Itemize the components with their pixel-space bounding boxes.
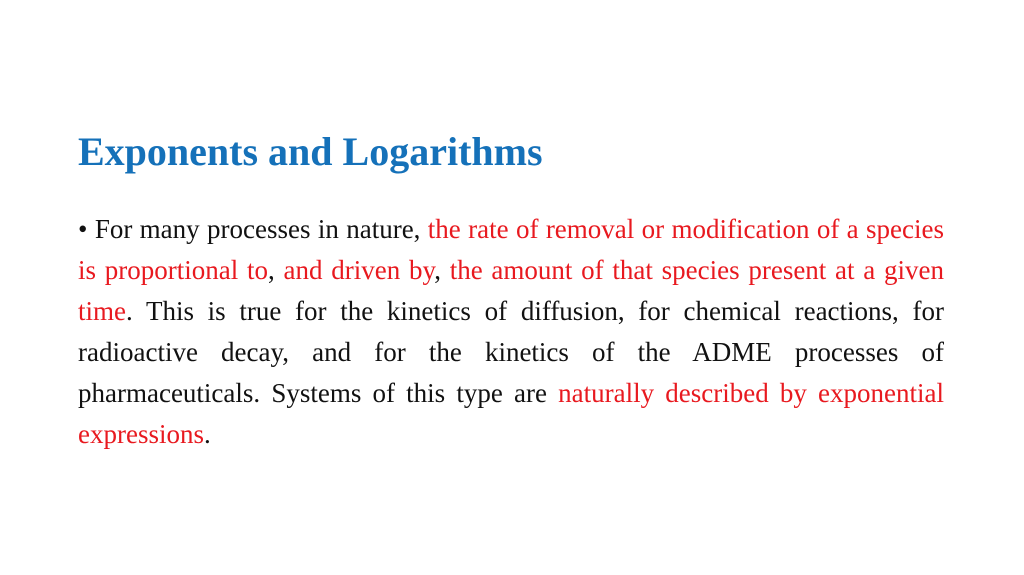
highlight-rate-of-removal: the rate of removal or modification of a species is proportional to: [78, 214, 944, 285]
body-text-2: ,: [267, 255, 284, 285]
highlight-exponential-expressions: naturally described by exponential expressions: [78, 378, 944, 449]
body-text-3: ,: [434, 255, 450, 285]
highlight-amount-of-species: the amount of that species present at a given time: [78, 255, 945, 326]
body-text-5: .: [203, 419, 211, 449]
slide-title: Exponents and Logarithms: [78, 129, 543, 174]
body-text-1: For many processes in nature,: [87, 214, 428, 244]
body-text-4: . This is true for the kinetics of diffusion, for chemical reactions, for radioactive decay, and for the kinetics of the ADME processes of pharmaceuticals. Systems of this type are: [78, 296, 944, 408]
bullet-marker: •: [78, 214, 88, 244]
highlight-driven-by: and driven by: [283, 255, 435, 285]
bullet-paragraph: [78, 209, 944, 455]
